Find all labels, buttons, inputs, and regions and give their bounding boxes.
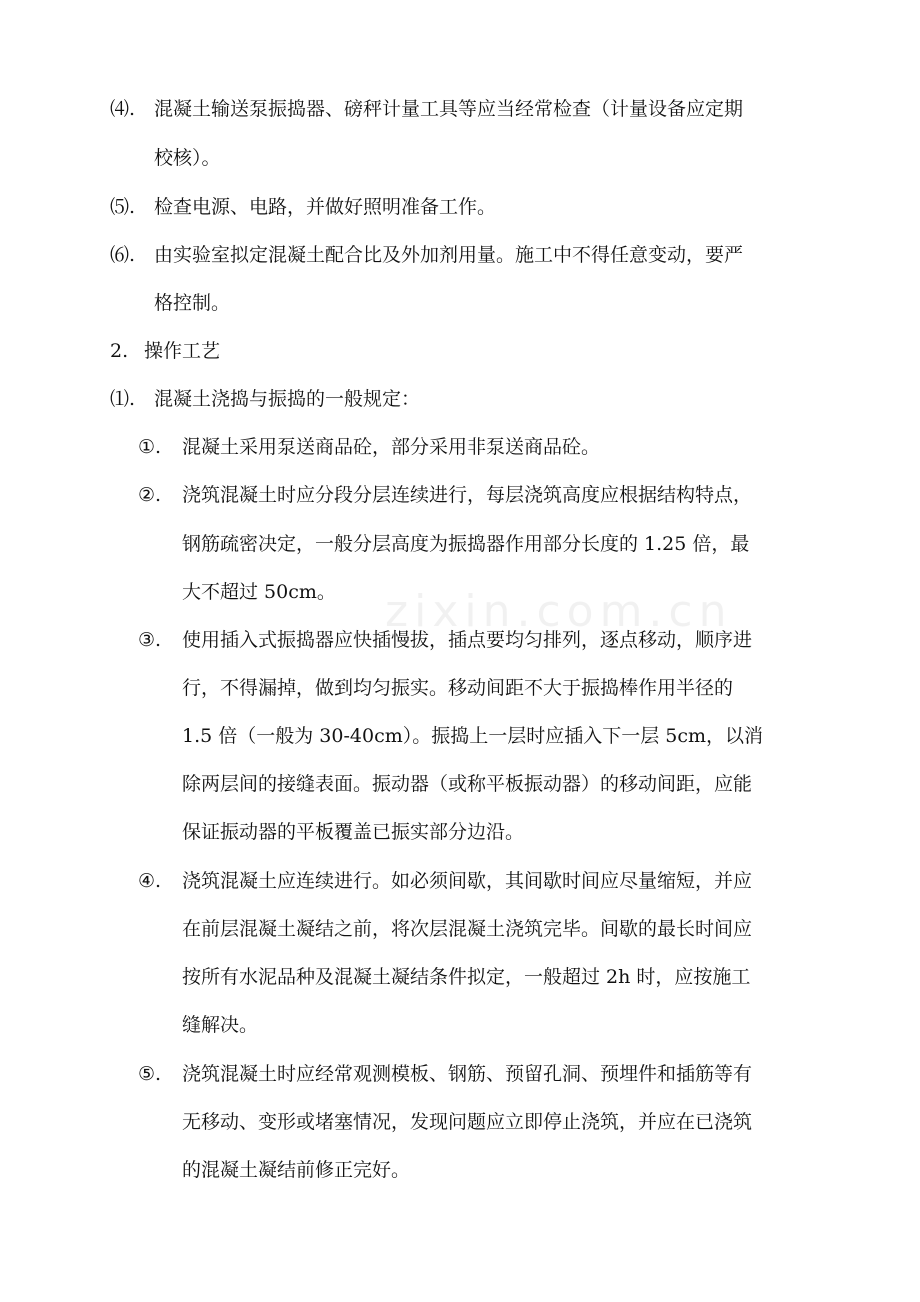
clause-1-marker: ①.: [138, 436, 162, 458]
item-4-line-1: 混凝土输送泵振捣器、磅秤计量工具等应当经常检查（计量设备应定期: [154, 98, 744, 120]
clause-5-line-1: 浇筑混凝土时应经常观测模板、钢筋、预留孔洞、预埋件和插筋等有: [182, 1063, 753, 1085]
section-2-title: 操作工艺: [144, 340, 221, 362]
item-4-marker: ⑷.: [110, 98, 136, 120]
clause-4-line-3: 按所有水泥品种及混凝土凝结条件拟定，一般超过 2h 时，应按施工: [182, 966, 751, 988]
section-2-marker: 2.: [110, 340, 129, 362]
clause-3-line-2: 行，不得漏掉，做到均匀振实。移动间距不大于振捣棒作用半径的: [182, 677, 734, 699]
clause-3-line-1: 使用插入式振捣器应快插慢拔，插点要均匀排列，逐点移动，顺序进: [182, 629, 753, 651]
clause-3-line-5: 保证振动器的平板覆盖已振实部分边沿。: [182, 821, 525, 843]
clause-5-line-3: 的混凝土凝结前修正完好。: [182, 1159, 411, 1181]
clause-2-line-2: 钢筋疏密决定，一般分层高度为振捣器作用部分长度的 1.25 倍，最: [182, 533, 750, 555]
clause-5-line-2: 无移动、变形或堵塞情况，发现问题应立即停止浇筑，并应在已浇筑: [182, 1111, 753, 1133]
clause-1-line-1: 混凝土采用泵送商品砼，部分采用非泵送商品砼。: [182, 436, 601, 458]
item-6-marker: ⑹.: [110, 244, 136, 266]
clause-3-marker: ③.: [138, 629, 162, 651]
subsection-1-title: 混凝土浇捣与振捣的一般规定：: [154, 388, 421, 410]
clause-4-line-4: 缝解决。: [182, 1014, 259, 1036]
clause-4-marker: ④.: [138, 870, 162, 892]
clause-5-marker: ⑤.: [138, 1063, 162, 1085]
item-5-marker: ⑸.: [110, 196, 136, 218]
subsection-1-marker: ⑴.: [110, 388, 136, 410]
clause-4-line-1: 浇筑混凝土应连续进行。如必须间歇，其间歇时间应尽量缩短，并应: [182, 870, 753, 892]
item-4-line-2: 校核）。: [154, 147, 221, 169]
item-6-line-2: 格控制。: [154, 292, 231, 314]
clause-3-line-4: 除两层间的接缝表面。振动器（或称平板振动器）的移动间距，应能: [182, 773, 753, 795]
watermark: zixin.com.cn: [385, 586, 733, 637]
clause-2-line-1: 浇筑混凝土时应分段分层连续进行，每层浇筑高度应根据结构特点，: [182, 484, 753, 506]
item-5-line-1: 检查电源、电路，并做好照明准备工作。: [154, 196, 497, 218]
clause-2-marker: ②.: [138, 484, 162, 506]
clause-2-line-3: 大不超过 50cm。: [182, 581, 336, 603]
item-6-line-1: 由实验室拟定混凝土配合比及外加剂用量。施工中不得任意变动，要严: [154, 244, 744, 266]
clause-3-line-3: 1.5 倍（一般为 30-40cm）。振捣上一层时应插入下一层 5cm，以消: [182, 725, 764, 747]
clause-4-line-2: 在前层混凝土凝结之前，将次层混凝土浇筑完毕。间歇的最长时间应: [182, 918, 753, 940]
